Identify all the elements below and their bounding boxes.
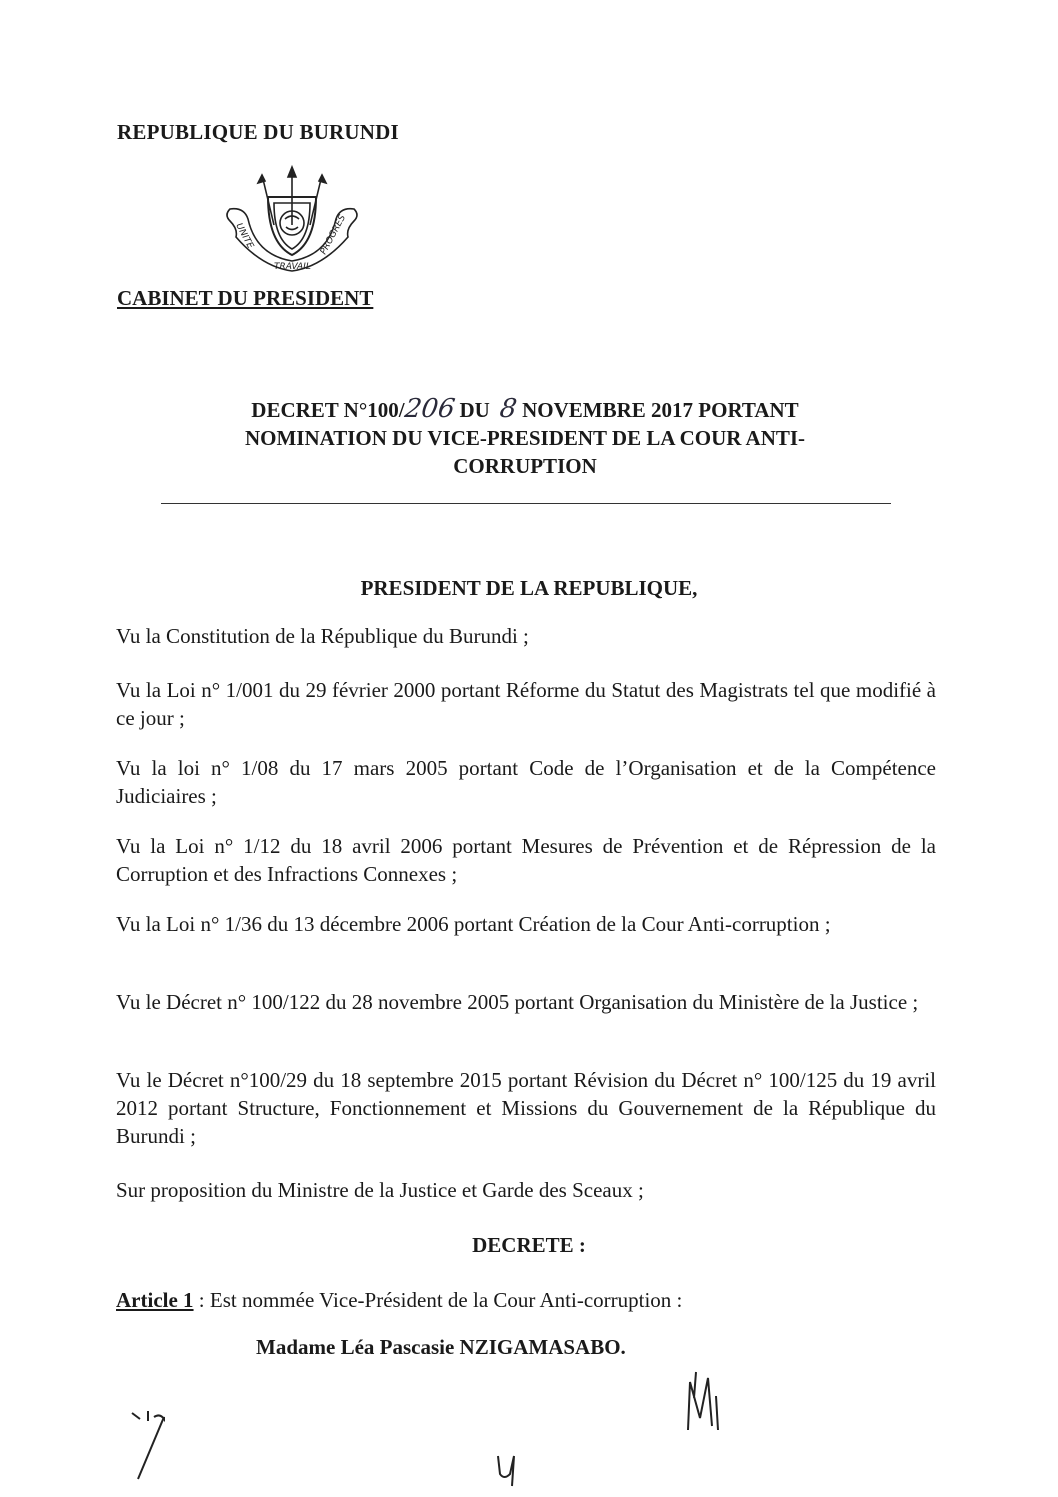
coat-of-arms-emblem — [222, 163, 362, 281]
title-line3: CORRUPTION — [453, 454, 597, 478]
proposition-line: Sur proposition du Ministre de la Justice et Garde des Sceaux ; — [116, 1178, 644, 1202]
decree-title — [140, 395, 910, 480]
title-du: DU — [459, 398, 490, 422]
article-1 — [116, 1288, 682, 1313]
header-cabinet: CABINET DU PRESIDENT — [117, 286, 374, 310]
visa-cour-anticorruption: Vu la Loi n° 1/36 du 13 décembre 2006 portant Création de la Cour Anti-corruption ; — [116, 912, 831, 936]
title-divider — [161, 503, 891, 504]
initials-signature-middle — [490, 1450, 530, 1490]
emblem-motto-progres: PROGRES — [318, 213, 349, 257]
initials-signature-left — [118, 1405, 188, 1485]
handwritten-decree-number: 206 — [402, 394, 457, 424]
initials-signature-right — [678, 1368, 728, 1440]
article-1-label: Article 1 — [116, 1288, 194, 1312]
article-1-text: : Est nommée Vice-Président de la Cour Anti-corruption : — [193, 1288, 683, 1312]
emblem-motto-travail: TRAVAIL — [274, 262, 311, 272]
visa-corruption-law: Vu la Loi n° 1/12 du 18 avril 2006 portant Mesures de Prévention et de Répression de la Corruption et des Infractions Connexes ; — [116, 834, 936, 886]
header-republic: REPUBLIQUE DU BURUNDI — [117, 120, 399, 144]
visa-statut-magistrats: Vu la Loi n° 1/001 du 29 février 2000 portant Réforme du Statut des Magistrats tel que modifié à ce jour ; — [116, 678, 936, 730]
visa-constitution: Vu la Constitution de la République du Burundi ; — [116, 624, 529, 648]
title-prefix: DECRET N°100/ — [251, 398, 405, 422]
visa-ministere-justice: Vu le Décret n° 100/122 du 28 novembre 2005 portant Organisation du Ministère de la Justice ; — [116, 990, 919, 1014]
president-heading: PRESIDENT DE LA REPUBLIQUE, — [360, 576, 698, 600]
emblem-motto-unite: UNITE — [233, 221, 255, 251]
visa-code-organisation: Vu la loi n° 1/08 du 17 mars 2005 portant Code de l’Organisation et de la Compétence Judiciaires ; — [116, 756, 936, 808]
decrete-heading: DECRETE : — [472, 1233, 586, 1257]
title-line2: NOMINATION DU VICE-PRESIDENT DE LA COUR ANTI- — [244, 426, 806, 450]
title-line1-rest: NOVEMBRE 2017 PORTANT — [522, 398, 799, 422]
visa-gouvernement: Vu le Décret n°100/29 du 18 septembre 2015 portant Révision du Décret n° 100/125 du 19 avril 2012 portant Structure, Fonctionnement et Missions du Gouvernement de la République du Burundi ; — [116, 1068, 936, 1148]
handwritten-day: 8 — [498, 394, 519, 424]
nominee-name: Madame Léa Pascasie NZIGAMASABO. — [256, 1335, 626, 1359]
